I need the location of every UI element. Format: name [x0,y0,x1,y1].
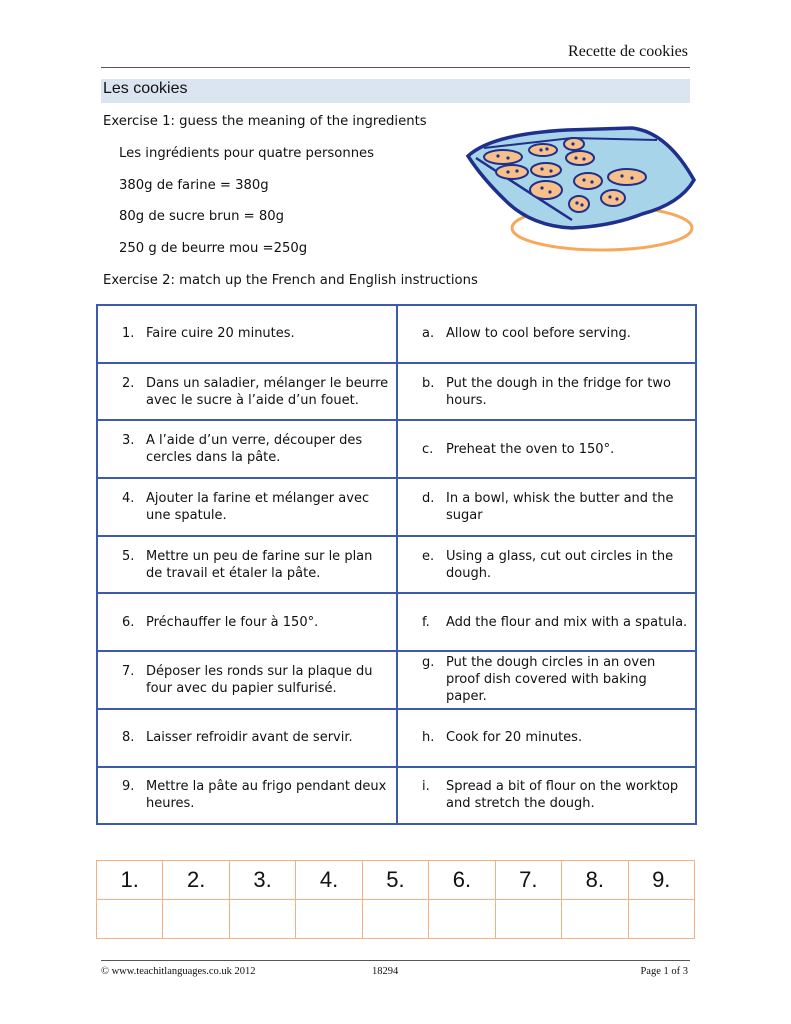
match-row [97,305,696,363]
french-instruction-cell [97,536,397,594]
french-instruction-number: 7. [122,663,135,679]
answer-header-row [97,861,695,900]
section-bar [101,79,690,103]
french-instruction-text: Mettre un peu de farine sur le plan de travail et étaler la pâte. [146,548,373,581]
english-instruction-cell [397,709,696,767]
english-instruction-number: g. [422,655,435,671]
answer-box[interactable] [163,900,229,939]
english-instruction-text: Preheat the oven to 150°. [446,441,615,457]
english-instruction-text: Put the dough in the fridge for two hours. [446,375,671,408]
ingredient-line: 380g de farine = 380g [119,178,269,193]
french-instruction-cell [97,363,397,421]
english-instruction-number: b. [422,375,435,391]
exercise2-heading: Exercise 2: match up the French and English instructions [103,273,478,288]
french-instruction-text: Faire cuire 20 minutes. [146,326,295,342]
english-instruction-number: f. [422,614,430,630]
english-instruction-cell [397,478,696,536]
french-instruction-number: 5. [122,548,135,564]
answer-box[interactable] [296,900,362,939]
english-instruction-text: Put the dough circles in an oven proof dish covered with baking paper. [446,655,656,705]
ingredient-line: 80g de sucre brun = 80g [119,209,285,224]
match-row [97,536,696,594]
answer-number: 8. [562,861,628,900]
exercise1-heading: Exercise 1: guess the meaning of the ingredients [103,114,427,129]
english-instruction-text: Spread a bit of flour on the worktop and stretch the dough. [446,779,679,812]
match-row [97,420,696,478]
ingredient-line: 250 g de beurre mou =250g [119,241,308,256]
french-instruction-number: 8. [122,730,135,746]
french-instruction-text: Ajouter la farine et mélanger avec une spatule. [146,490,370,523]
answer-number: 3. [229,861,295,900]
french-instruction-cell [97,593,397,651]
match-row [97,363,696,421]
english-instruction-cell [397,651,696,709]
french-instruction-text: A l’aide d’un verre, découper des cercles dans la pâte. [146,433,363,466]
answer-box[interactable] [562,900,628,939]
answer-grid [96,860,695,939]
french-instruction-number: 6. [122,614,135,630]
french-instruction-cell [97,420,397,478]
answer-number: 9. [628,861,695,900]
french-instruction-text: Dans un saladier, mélanger le beurre avec le sucre à l’aide d’un fouet. [146,375,389,408]
french-instruction-text: Mettre la pâte au frigo pendant deux heures. [146,779,387,812]
english-instruction-number: a. [422,326,435,342]
english-instruction-text: Cook for 20 minutes. [446,730,583,746]
answer-box[interactable] [429,900,495,939]
answer-number: 5. [362,861,428,900]
answer-input-row [97,900,695,939]
answer-box[interactable] [362,900,428,939]
footer-rule [101,960,690,961]
english-instruction-cell [397,536,696,594]
answer-box[interactable] [229,900,295,939]
baking-tray-cookies-icon [462,118,702,258]
english-instruction-text: Allow to cool before serving. [446,326,631,342]
footer-copyright: © www.teachitlanguages.co.uk 2012 [101,966,256,977]
english-instruction-number: d. [422,490,435,506]
match-row [97,709,696,767]
french-instruction-cell [97,651,397,709]
english-instruction-cell [397,593,696,651]
header-title: Recette de cookies [568,43,688,60]
french-instruction-text: Préchauffer le four à 150°. [146,614,319,630]
footer-page: Page 1 of 3 [640,966,688,977]
section-title: Les cookies [103,80,188,97]
answer-number: 6. [429,861,495,900]
english-instruction-cell [397,305,696,363]
footer-code: 18294 [372,966,399,977]
english-instruction-number: i. [422,779,430,795]
english-instruction-cell [397,420,696,478]
answer-box[interactable] [97,900,163,939]
answer-box[interactable] [495,900,561,939]
french-instruction-text: Déposer les ronds sur la plaque du four avec du papier sulfurisé. [146,663,373,696]
english-instruction-number: c. [422,441,434,457]
french-instruction-number: 9. [122,779,135,795]
english-instruction-number: e. [422,548,435,564]
match-row [97,767,696,825]
answer-number: 1. [97,861,163,900]
french-instruction-cell [97,305,397,363]
english-instruction-cell [397,767,696,825]
match-row [97,593,696,651]
french-instruction-cell [97,767,397,825]
answer-number: 2. [163,861,229,900]
french-instruction-number: 4. [122,490,135,506]
french-instruction-number: 1. [122,326,135,342]
english-instruction-number: h. [422,730,435,746]
matching-table [96,304,697,825]
french-instruction-number: 3. [122,433,135,449]
ingredient-line: Les ingrédients pour quatre personnes [119,146,375,161]
french-instruction-cell [97,478,397,536]
french-instruction-number: 2. [122,375,135,391]
english-instruction-cell [397,363,696,421]
english-instruction-text: Using a glass, cut out circles in the dough. [446,548,674,581]
english-instruction-text: Add the flour and mix with a spatula. [446,614,688,630]
header-rule [101,67,690,68]
english-instruction-text: In a bowl, whisk the butter and the sugar [446,490,674,523]
answer-box[interactable] [628,900,695,939]
french-instruction-cell [97,709,397,767]
match-row [97,651,696,709]
french-instruction-text: Laisser refroidir avant de servir. [146,730,353,746]
answer-number: 7. [495,861,561,900]
answer-number: 4. [296,861,362,900]
match-row [97,478,696,536]
